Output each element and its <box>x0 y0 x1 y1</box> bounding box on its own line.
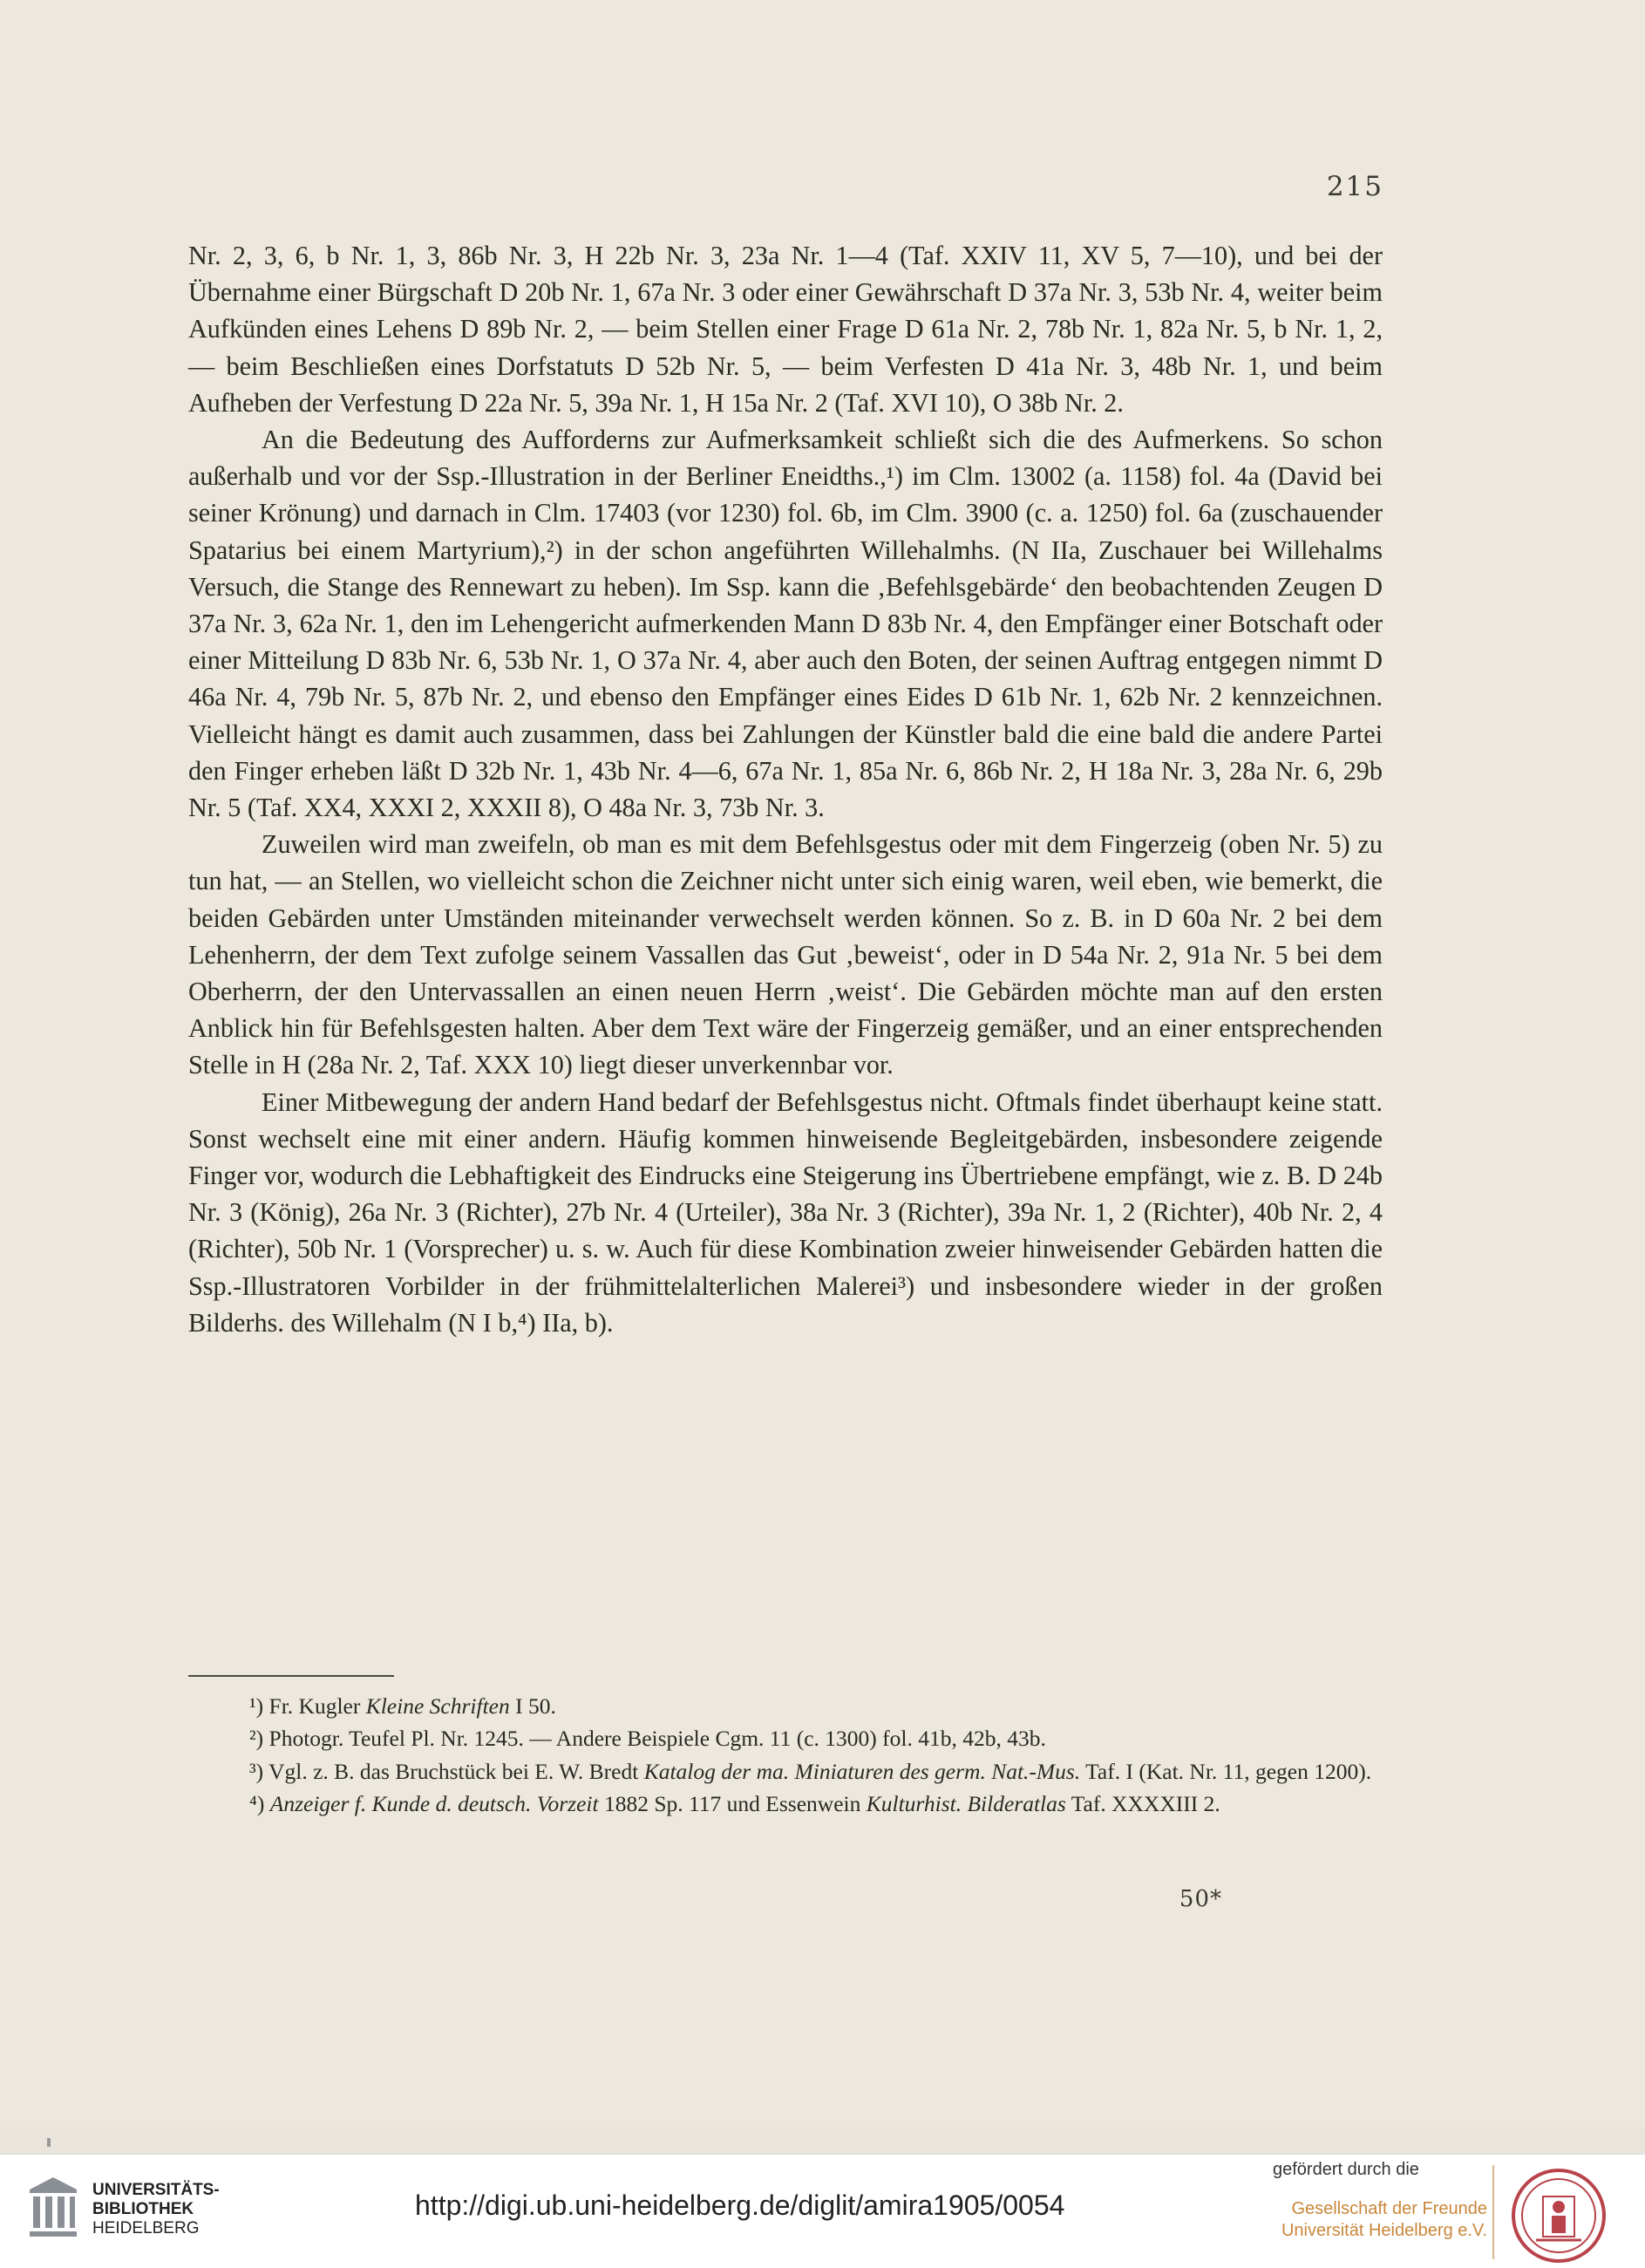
paragraph-2: An die Bedeutung des Aufforderns zur Aufmerksamkeit schließt sich die des Aufmerkens. So schon außerhalb und vor der Ssp.-Illustration in der Berliner Eneidths.,¹) im Clm. 13002 (a. 1158) fol. 4a (David bei seiner Krönung) und darnach in Clm. 17403 (vor 1230) fol. 6b, im Clm. 3900 (c. a. 1250) fol. 6a (zuschauender Spatarius bei einem Martyrium),²) in der schon angeführten Willehalmhs. (N IIa, Zuschauer bei Willehalms Versuch, die Stange des Rennewart zu heben). Im Ssp. kann die ‚Befehlsgebärde‘ den beobachtenden Zeugen D 37a Nr. 3, 62a Nr. 1, den im Lehengericht aufmerkenden Mann D 83b Nr. 4, den Empfänger einer Botschaft oder einer Mitteilung D 83b Nr. 6, 53b Nr. 1, O 37a Nr. 4, aber auch den Boten, der seinen Auftrag entgegen nimmt D 46a Nr. 4, 79b Nr. 5, 87b Nr. 2, und ebenso den Empfänger eines Eides D 61b Nr. 1, 62b Nr. 2 kennzeichnen. Vielleicht hängt es damit auch zusammen, dass bei Zahlungen der Künstler bald die eine bald die andere Partei den Finger erheben läßt D 32b Nr. 1, 43b Nr. 4—6, 67a Nr. 1, 85a Nr. 6, 86b Nr. 2, H 18a Nr. 3, 28a Nr. 6, 29b Nr. 5 (Taf. XX4, XXXI 2, XXXII 8), O 48a Nr. 3, 73b Nr. 3. <box>188 425 1383 823</box>
body-text <box>188 237 1383 1341</box>
footnote-rule <box>188 1675 394 1677</box>
university-seal-icon[interactable] <box>1510 2167 1608 2265</box>
footnote-1-text: Fr. Kugler <box>269 1693 366 1719</box>
footnotes <box>188 1690 1383 1820</box>
footnote-4-number: ⁴) <box>249 1790 265 1816</box>
footnote-1-title: Kleine Schriften <box>365 1693 510 1719</box>
footnote-4-tail: Taf. XXXXIII 2. <box>1065 1790 1220 1816</box>
footnote-1-tail: I 50. <box>509 1693 556 1719</box>
footnote-1-number: ¹) <box>249 1693 264 1719</box>
footer-bar <box>0 2154 1645 2268</box>
footnote-3-tail: Taf. I (Kat. Nr. 11, gegen 1200). <box>1080 1758 1372 1784</box>
library-name-line-1: UNIVERSITÄTS- <box>92 2181 220 2199</box>
library-name-line-3: HEIDELBERG <box>92 2219 200 2237</box>
library-name-line-2: BIBLIOTHEK <box>92 2200 194 2218</box>
university-library-logo[interactable] <box>26 2174 80 2244</box>
footnote-3-title: Katalog der ma. Miniaturen des germ. Nat.-Mus. <box>643 1758 1081 1784</box>
paragraph-4: Einer Mitbewegung der andern Hand bedarf der Befehlsgestus nicht. Oftmals findet überhaupt keine statt. Sonst wechselt eine mit einer andern. Häufig kommen hinweisende Begleitgebärden, insbesondere zeigende Finger vor, wodurch die Lebhaftigkeit des Eindrucks eine Steigerung ins Übertriebene empfängt, wie z. B. D 24b Nr. 3 (König), 26a Nr. 3 (Richter), 27b Nr. 4 (Urteiler), 38a Nr. 3 (Richter), 39a Nr. 1, 2 (Richter), 40b Nr. 2, 4 (Richter), 50b Nr. 1 (Vorsprecher) u. s. w. Auch für diese Kombination zweier hinweisender Gebärden hatten die Ssp.-Illustratoren Vorbilder in der frühmittelalterlichen Malerei³) und insbesondere wieder in der großen Bilderhs. des Willehalm (N I b,⁴) IIa, b). <box>188 1086 1383 1338</box>
library-name[interactable] <box>92 2181 220 2238</box>
scan-mark <box>47 2138 51 2147</box>
footnote-4-title2: Kulturhist. Bilderatlas <box>866 1790 1066 1816</box>
page-number: 215 <box>1326 171 1383 202</box>
footnote-2 <box>188 1722 1383 1754</box>
permalink-url[interactable]: http://digi.ub.uni-heidelberg.de/diglit/amira1905/0054 <box>415 2190 1065 2221</box>
footer-divider <box>1492 2165 1494 2259</box>
sponsor-label: gefördert durch die <box>1273 2160 1419 2179</box>
footnote-2-number: ²) <box>249 1726 264 1752</box>
footnote-4 <box>188 1788 1383 1820</box>
signature-mark: 50* <box>1179 1886 1222 1912</box>
footnote-2-text: Photogr. Teufel Pl. Nr. 1245. — Andere Beispiele Cgm. 11 (c. 1300) fol. 41b, 42b, 43b. <box>269 1726 1046 1752</box>
footnote-3 <box>188 1755 1383 1788</box>
sponsor-name-line-2: Universität Heidelberg e.V. <box>1281 2221 1487 2240</box>
sponsor-name[interactable] <box>1278 2198 1487 2242</box>
footnote-4-title: Anzeiger f. Kunde d. deutsch. Vorzeit <box>269 1790 599 1816</box>
footnote-3-number: ³) <box>249 1758 264 1784</box>
paragraph-1: Nr. 2, 3, 6, b Nr. 1, 3, 86b Nr. 3, H 22b Nr. 3, 23a Nr. 1—4 (Taf. XXIV 11, XV 5, 7—10), und bei der Übernahme einer Bürgschaft D 20b Nr. 1, 67a Nr. 3 oder einer Gewährschaft D 37a Nr. 3, 53b Nr. 4, weiter beim Aufkünden eines Lehens D 89b Nr. 2, — beim Stellen einer Frage D 61a Nr. 2, 78b Nr. 1, 82a Nr. 5, b Nr. 1, 2, — beim Beschließen eines Dorfstatuts D 52b Nr. 5, — beim Verfesten D 41a Nr. 3, 48b Nr. 1, und beim Aufheben der Verfestung D 22a Nr. 5, 39a Nr. 1, H 15a Nr. 2 (Taf. XVI 10), O 38b Nr. 2. <box>188 241 1383 418</box>
footnote-4-text: 1882 Sp. 117 und Essenwein <box>598 1790 867 1816</box>
footnote-3-text: Vgl. z. B. das Bruchstück bei E. W. Bredt <box>269 1758 644 1784</box>
footnote-1 <box>188 1690 1383 1722</box>
paragraph-3: Zuweilen wird man zweifeln, ob man es mit dem Befehlsgestus oder mit dem Fingerzeig (oben Nr. 5) zu tun hat, — an Stellen, wo vielleicht schon die Zeichner nicht unter sich einig waren, weil eben, wie bemerkt, die beiden Gebärden unter Umständen miteinander verwechselt werden können. So z. B. in D 60a Nr. 2 bei dem Lehenherrn, der dem Text zufolge seinem Vassallen das Gut ‚beweist‘, oder in D 54a Nr. 2, 91a Nr. 5 bei dem Oberherrn, der den Untervassallen an einen neuen Herrn ‚weist‘. Die Gebärden möchte man auf den ersten Anblick hin für Befehlsgesten halten. Aber dem Text wäre der Fingerzeig gemäßer, und an einer entsprechenden Stelle in H (28a Nr. 2, Taf. XXX 10) liegt dieser unverkennbar vor. <box>188 829 1383 1080</box>
sponsor-name-line-1: Gesellschaft der Freunde <box>1291 2199 1487 2218</box>
